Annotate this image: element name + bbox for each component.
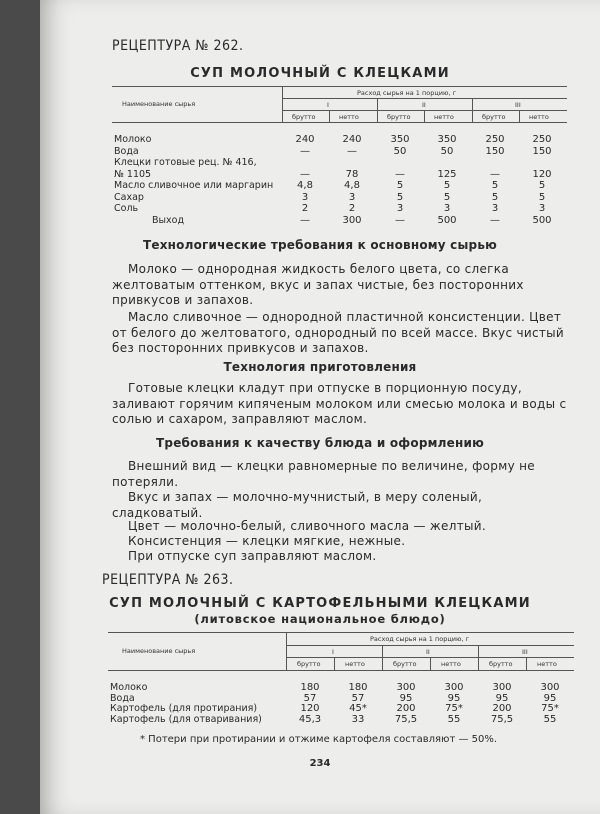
table-cell: 350 [390,134,410,145]
table-cell: 300 [444,682,464,693]
ingredient-name: Картофель (для отваривания) [110,713,262,725]
paragraph: Цвет — молочно-белый, сливочного масла — желтый. [128,519,486,533]
ingredient-name: Молоко [114,134,152,145]
table-cell: 75,5 [490,713,514,725]
sub-header: нетто [529,113,549,121]
expense-header: Расход сырья на 1 порцию, г [370,635,470,643]
paragraph: Масло сливочное — однородной пластичной консистенции. Цвет от белого до желтоватого, однородный по всей массе. Вкус чистый без посторонних привкусов и запахов. [112,310,565,355]
table-cell: 57 [303,692,317,704]
table-cell: 4,8 [297,180,313,191]
table-cell: — [490,214,500,226]
table-cell: 500 [437,214,457,226]
table-cell: 300 [342,214,362,226]
table-cell: — [395,214,405,226]
group-header: II [422,101,426,109]
recipe-number: РЕЦЕПТУРА № 263. [102,572,234,588]
table-cell: 75,5 [394,713,418,725]
table-cell: 57 [351,692,365,704]
table-cell: 5 [538,191,546,203]
table-cell: 240 [342,134,362,145]
sub-header: нетто [441,660,461,668]
table-cell: 300 [396,682,416,693]
table-cell: 4,8 [344,180,360,191]
table-cell: 3 [348,191,356,203]
ingredients-table [112,86,567,226]
paragraph: Вкус и запах — молочно-мучнистый, в меру соленый, сладковатый. [112,490,483,520]
table-cell: 5 [538,180,546,191]
table-cell: 350 [437,134,457,145]
recipe-number: РЕЦЕПТУРА № 262. [112,38,244,54]
table-cell: 300 [540,682,560,693]
table-cell: 240 [295,134,315,145]
sub-header: брутто [393,660,417,668]
table-cell: 5 [491,180,499,191]
table-cell: 200 [396,703,416,714]
ingredient-name: Соль [114,203,139,214]
expense-header: Расход сырья на 1 порцию, г [357,89,457,97]
table-cell: — [300,214,310,226]
table-cell: 125 [437,168,457,180]
table-cell: 180 [348,682,368,693]
table-cell: 150 [485,145,505,157]
sub-header: брутто [297,660,321,668]
paragraph: Готовые клецки кладут при отпуске в порционную посуду, заливают горячим кипяченым молоком или смесью молока и воды с солью и сахаром, заправляют маслом. [112,381,567,426]
group-header: III [515,101,521,109]
sub-header: нетто [339,113,359,121]
table-cell: 5 [491,191,499,203]
recipe-subtitle: (литовское национальное блюдо) [194,612,446,626]
table-cell: 300 [492,682,512,693]
table-cell: 75* [445,703,463,714]
table-cell: — [395,168,405,180]
table-cell: 3 [491,203,499,214]
recipe-title: СУП МОЛОЧНЫЙ С КЛЕЦКАМИ [190,66,450,81]
sub-header: брутто [387,113,411,121]
table-cell: 33 [351,713,365,725]
table-cell: 95 [399,692,413,704]
paragraph: При отпуске суп заправляют маслом. [128,549,377,563]
paragraph: Внешний вид — клецки равномерные по величине, форму не потеряли. [112,459,535,489]
ingredient-name: Клецки готовые рец. № 416, [114,157,257,168]
group-header: III [522,648,528,656]
table-cell: 3 [396,203,404,214]
table-cell: 3 [443,203,451,214]
table-cell: 95 [495,692,509,704]
table-cell: 95 [447,692,461,704]
footnote: * Потери при протирании и отжиме картофеля составляют — 50%. [140,734,498,745]
table-cell: 5 [396,191,404,203]
table-cell: 500 [532,214,552,226]
book-page [40,0,600,814]
table-cell: 250 [485,134,505,145]
ingredient-name: Вода [110,692,135,704]
section-title: Требования к качеству блюда и оформлению [156,436,484,450]
table-cell: 250 [532,134,552,145]
ingredient-name: Вода [114,145,139,157]
table-cell: — [347,145,357,157]
table-cell: 5 [396,180,404,191]
table-cell: 55 [543,713,557,725]
sub-header: брутто [482,113,506,121]
table-cell: — [490,168,500,180]
table-cell: 180 [300,682,320,693]
section-title: Технологические требования к основному сырью [142,238,497,252]
page-number: 234 [309,758,331,769]
table-cell: 120 [300,703,320,714]
name-column-header: Наименование сырья [122,100,196,108]
table-cell: 2 [348,203,356,214]
table-cell: 5 [443,180,451,191]
section-title: Технология приготовления [223,360,417,374]
table-cell: — [300,145,310,157]
group-header: I [332,648,334,656]
sub-header: брутто [489,660,513,668]
ingredient-name: Молоко [110,682,148,693]
table-cell: 55 [447,713,461,725]
group-header: II [426,648,430,656]
ingredient-name: Выход [152,214,185,226]
table-cell: 5 [443,191,451,203]
ingredient-name: Масло сливочное или маргарин [114,180,274,191]
sub-header: нетто [434,113,454,121]
ingredients-table [108,632,574,732]
table-cell: 45* [349,703,367,714]
sub-header: нетто [345,660,365,668]
table-cell: 50 [393,145,407,157]
table-cell: 78 [345,168,359,180]
table-cell: 45,3 [298,713,322,725]
table-cell: — [300,168,310,180]
table-cell: 2 [301,203,309,214]
ingredient-name: № 1105 [114,168,152,180]
group-header: I [327,101,329,109]
paragraph: Консистенция — клецки мягкие, нежные. [128,534,406,548]
table-cell: 50 [440,145,454,157]
paragraph: Молоко — однородная жидкость белого цвета, со слегка желтоватым оттенком, вкус и запах чистые, без посторонних привкусов и запахов. [112,262,524,307]
sub-header: нетто [537,660,557,668]
table-cell: 75* [541,703,559,714]
ingredient-name: Картофель (для протирания) [110,703,258,714]
sub-header: брутто [292,113,316,121]
ingredient-name: Сахар [114,191,144,203]
table-cell: 120 [532,168,552,180]
recipe-title: СУП МОЛОЧНЫЙ С КАРТОФЕЛЬНЫМИ КЛЕЦКАМИ [109,596,531,611]
name-column-header: Наименование сырья [122,647,196,655]
table-cell: 3 [301,191,309,203]
table-cell: 150 [532,145,552,157]
table-cell: 95 [543,692,557,704]
table-cell: 200 [492,703,512,714]
table-cell: 3 [538,203,546,214]
